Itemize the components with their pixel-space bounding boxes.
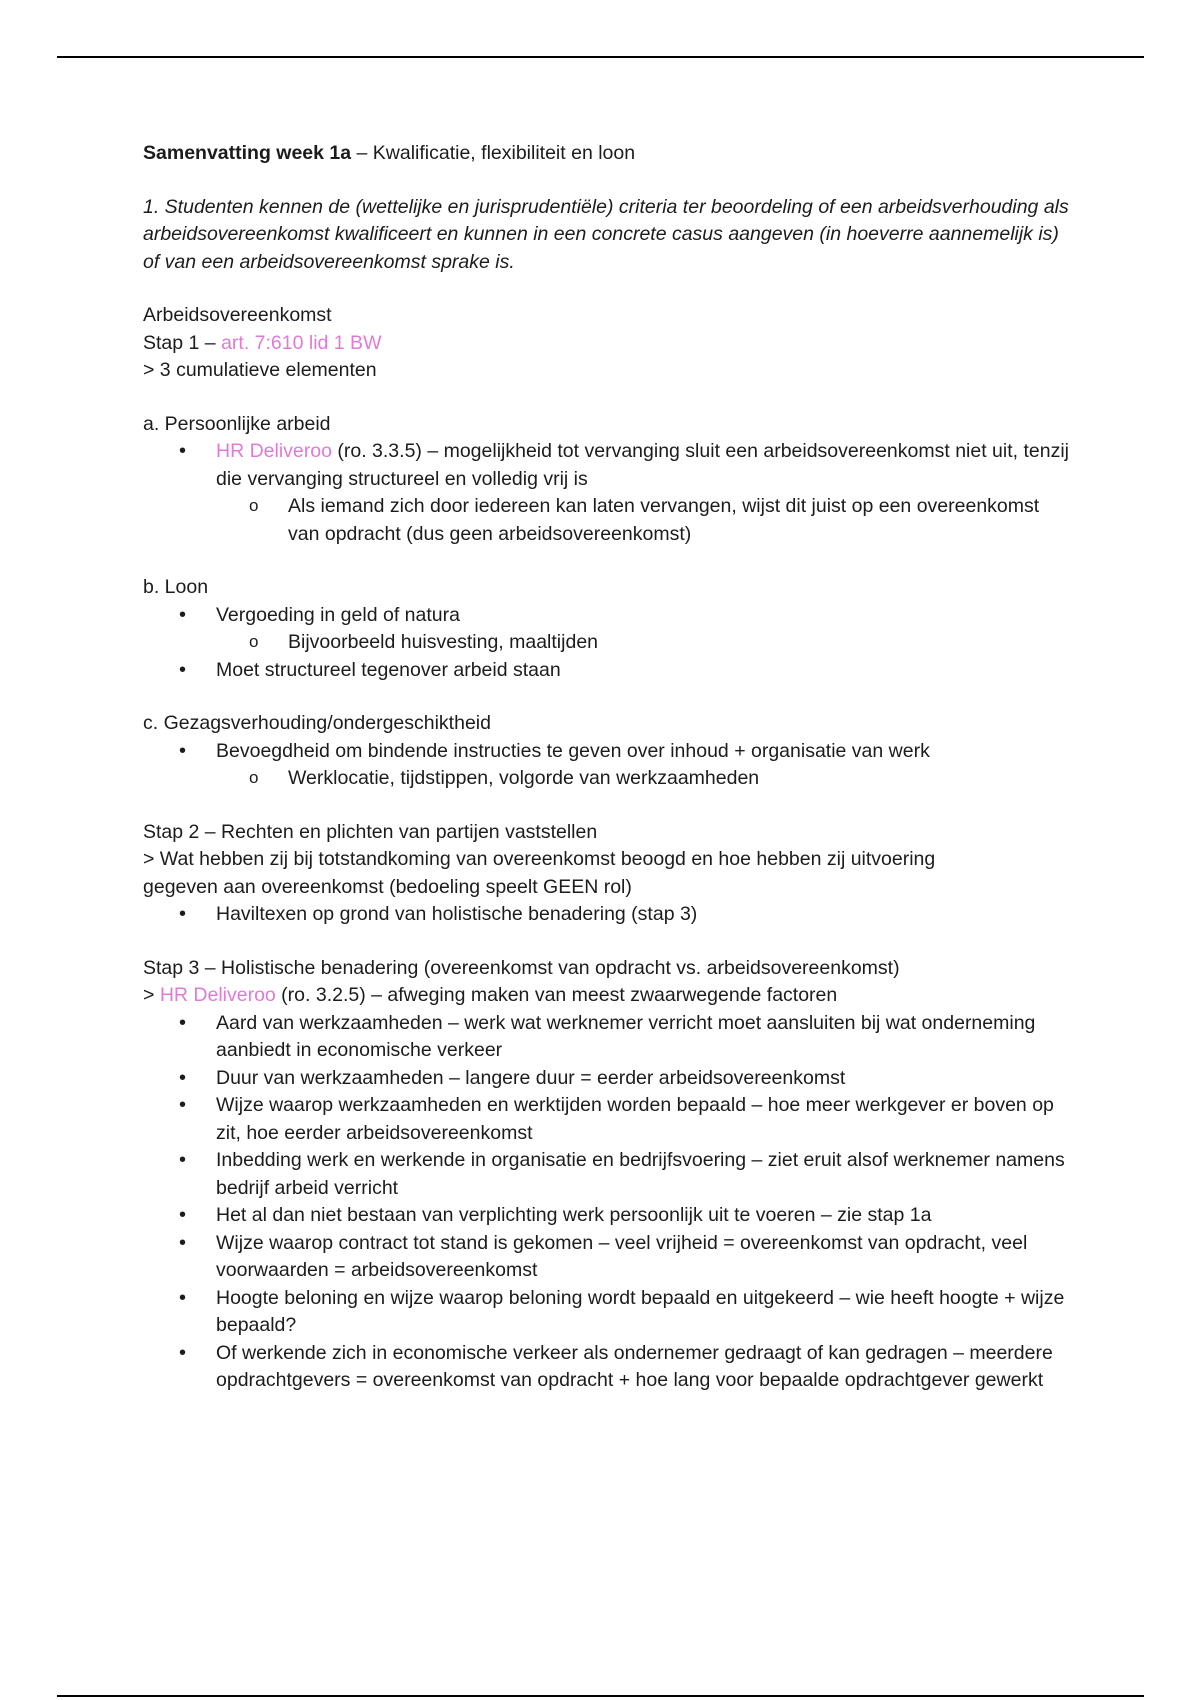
bullet-icon: • <box>179 658 187 681</box>
step3-intro: > HR Deliveroo (ro. 3.2.5) – afweging maken van meest zwaarwegende factoren <box>143 984 838 1006</box>
sub-list-item: o Werklocatie, tijdstippen, volgorde van werkzaamheden <box>143 765 1073 793</box>
list-item: • Duur van werkzaamheden – langere duur = eerder arbeidsovereenkomst <box>143 1065 1073 1093</box>
case-link[interactable]: HR Deliveroo <box>159 984 276 1006</box>
list-item: • Wijze waarop werkzaamheden en werktijden worden bepaald – hoe meer werkgever er boven op zit, hoe eerder arbeidsovereenkomst <box>179 1094 1054 1144</box>
list-item: • Aard van werkzaamheden – werk wat werknemer verricht moet aansluiten bij wat onderneming aanbiedt in economische verkeer <box>179 1011 1036 1061</box>
bullet-icon: • <box>179 603 187 626</box>
bullet-icon: • <box>179 903 187 925</box>
title-subtitle: – Kwalificatie, flexibiliteit en loon <box>351 142 636 164</box>
bullet-icon: • <box>179 1066 187 1089</box>
bullet-icon: • <box>179 1231 187 1254</box>
list-item: • Het al dan niet bestaan van verplichting werk persoonlijk uit te voeren – zie stap 1a <box>143 1202 1073 1230</box>
bullet-icon: • <box>179 1204 187 1226</box>
bullet-icon: • <box>179 1341 187 1364</box>
section-heading: Arbeidsovereenkomst <box>143 304 332 326</box>
elements-line: > 3 cumulatieve elementen <box>143 359 377 381</box>
case-link[interactable]: HR Deliveroo <box>216 440 332 462</box>
list-item: • Hoogte beloning en wijze waarop beloning wordt bepaald en uitgekeerd – wie heeft hoogte + wijze bepaald? <box>179 1286 1065 1336</box>
heading-stap-3: Stap 3 – Holistische benadering (overeenkomst van opdracht vs. arbeidsovereenkomst) <box>143 956 900 979</box>
document-title <box>143 140 1073 168</box>
circle-bullet-icon: o <box>249 768 259 787</box>
bullet-icon: • <box>179 440 187 462</box>
heading-loon: b. Loon <box>143 576 209 598</box>
bullet-icon: • <box>179 739 187 762</box>
bullet-icon: • <box>179 1149 187 1171</box>
step2-line-1: > Wat hebben zij bij totstandkoming van overeenkomst beoogd en hoe hebben zij uitvoering <box>143 848 936 870</box>
list-item: • Moet structureel tegenover arbeid staan <box>143 657 1073 685</box>
learning-objective: 1. Studenten kennen de (wettelijke en jurisprudentiële) criteria ter beoordeling of een arbeidsverhouding als arbeidsovereenkomst kwalificeert en kunnen in een concrete casus aangeven (in hoeverre aannemelijk is) of van een arbeidsovereenkomst sprake is. <box>143 195 1069 273</box>
step1-line: Stap 1 – art. 7:610 lid 1 BW <box>143 331 382 354</box>
list-item: • Haviltexen op grond van holistische benadering (stap 3) <box>143 901 1073 929</box>
step2-line-2: gegeven aan overeenkomst (bedoeling speelt GEEN rol) <box>143 875 632 898</box>
heading-gezagsverhouding: c. Gezagsverhouding/ondergeschiktheid <box>143 712 491 734</box>
list-item: • Inbedding werk en werkende in organisatie en bedrijfsvoering – ziet eruit alsof werknemer namens bedrijf arbeid verricht <box>179 1149 1065 1199</box>
list-item: • Bevoegdheid om bindende instructies te geven over inhoud + organisatie van werk <box>143 738 1073 766</box>
bullet-icon: • <box>179 1011 187 1034</box>
sub-list-item: o Bijvoorbeeld huisvesting, maaltijden <box>143 629 1073 657</box>
bullet-icon: • <box>179 1094 187 1116</box>
circle-bullet-icon: o <box>249 496 259 515</box>
list-item: • HR Deliveroo (ro. 3.3.5) – mogelijkheid tot vervanging sluit een arbeidsovereenkomst niet uit, tenzij die vervanging structureel en volledig vrij is <box>179 440 1070 490</box>
heading-persoonlijke-arbeid: a. Persoonlijke arbeid <box>143 412 331 435</box>
heading-stap-2: Stap 2 – Rechten en plichten van partijen vaststellen <box>143 820 598 843</box>
circle-bullet-icon: o <box>249 632 259 651</box>
list-item: • Of werkende zich in economische verkeer als ondernemer gedraagt of kan gedragen – meerdere opdrachtgevers = overeenkomst van opdracht + hoe lang voor bepaalde opdrachtgever gewerkt <box>179 1341 1053 1391</box>
bottom-rule <box>57 1695 1144 1697</box>
law-article-link[interactable]: art. 7:610 lid 1 BW <box>221 331 382 354</box>
sub-list-item: o Als iemand zich door iedereen kan laten vervangen, wijst dit juist op een overeenkomst van opdracht (dus geen arbeidsovereenkomst) <box>143 493 1073 548</box>
title-bold: Samenvatting week 1a <box>143 142 352 164</box>
list-item: • Vergoeding in geld of natura <box>143 602 1073 630</box>
list-item: • Wijze waarop contract tot stand is gekomen – veel vrijheid = overeenkomst van opdracht, veel voorwaarden = arbeidsovereenkomst <box>179 1231 1028 1281</box>
bullet-icon: • <box>179 1286 187 1309</box>
document-body <box>143 140 1073 1395</box>
top-rule <box>57 56 1144 58</box>
